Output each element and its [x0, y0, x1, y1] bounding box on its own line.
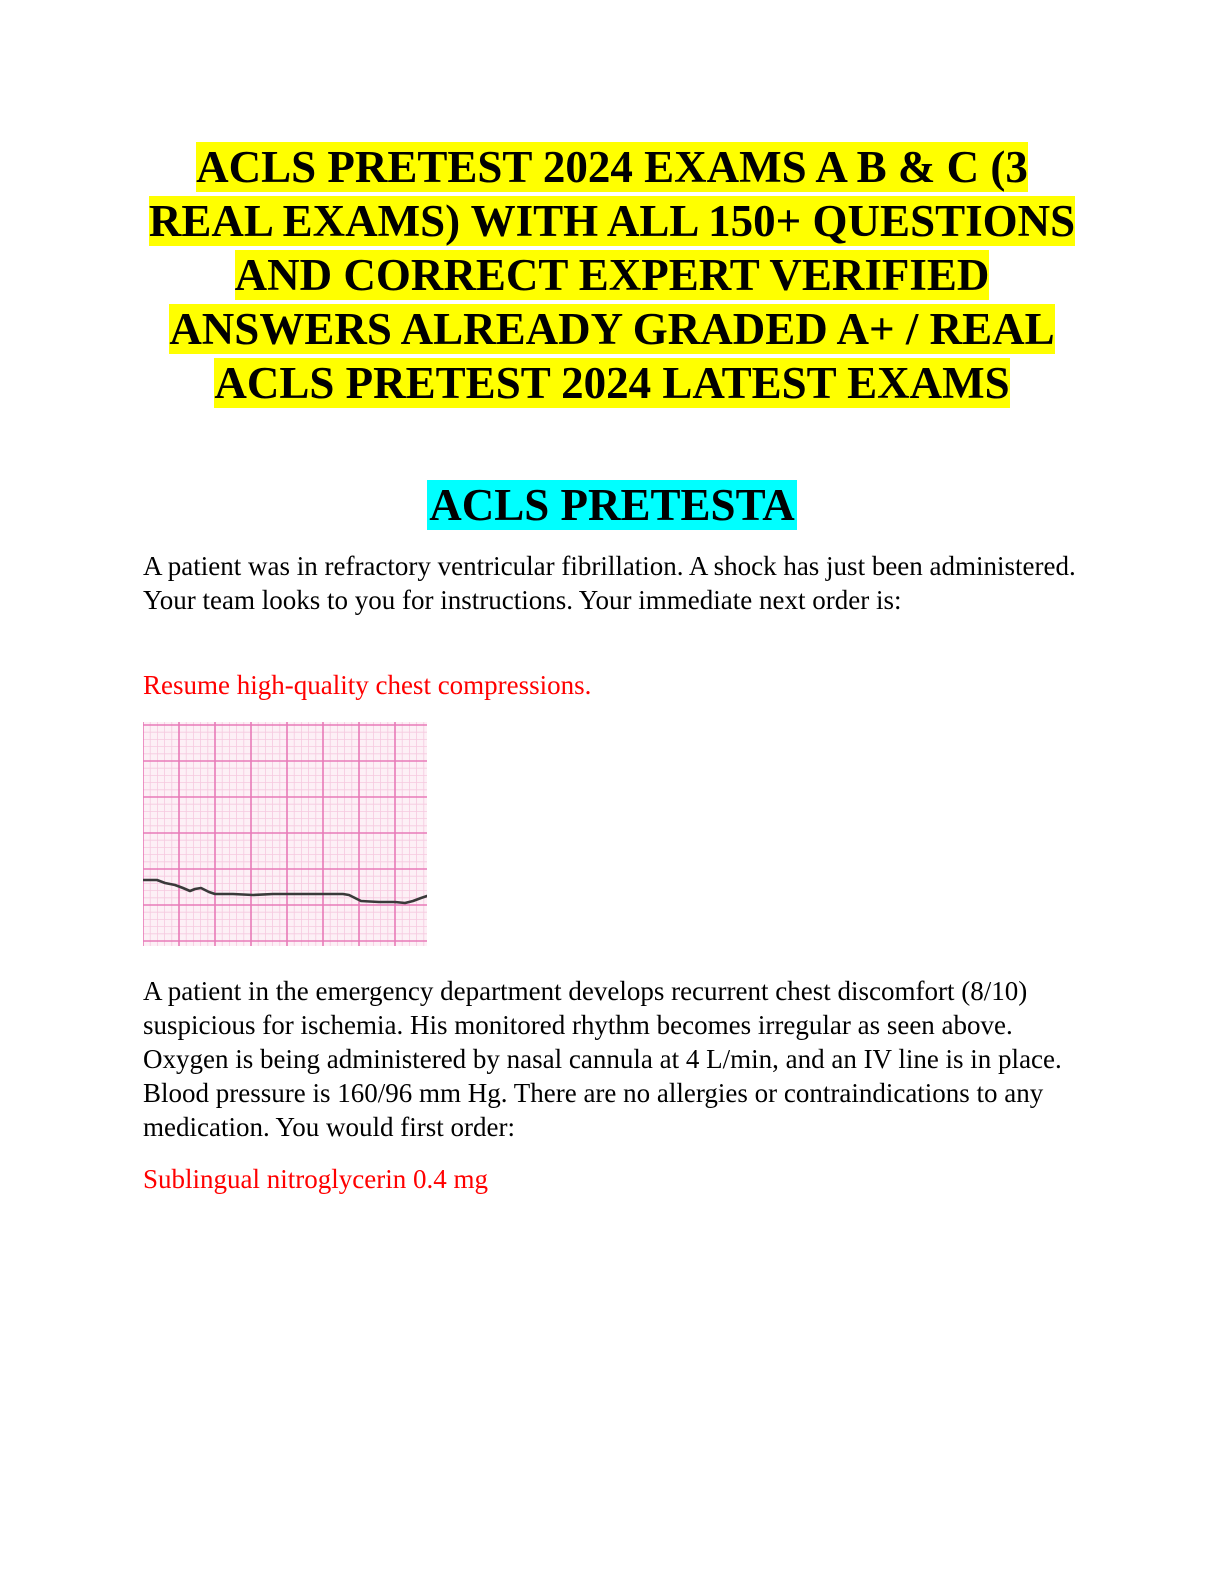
- question-1-text: A patient was in refractory ventricular fibrillation. A shock has just been administered. Your team looks to you for instructions. Your immediate next order is:: [143, 551, 1076, 615]
- title-line-5: ACLS PRETEST 2024 LATEST EXAMS: [214, 358, 1010, 408]
- ecg-rhythm-strip-image: [143, 722, 427, 946]
- question-2-text: A patient in the emergency department develops recurrent chest discomfort (8/10) suspicious for ischemia. His monitored rhythm becomes irregular as seen above. Oxygen is being administered by nasal cannula at 4 L/min, and an IV line is in place. Blood pressure is 160/96 mm Hg. There are no allergies or contraindications to any medication. You would first order:: [143, 976, 1062, 1142]
- title-line-2: REAL EXAMS) WITH ALL 150+ QUESTIONS: [148, 196, 1076, 246]
- title-line-1: ACLS PRETEST 2024 EXAMS A B & C (3: [196, 142, 1028, 192]
- section-heading: ACLS PRETESTA: [429, 480, 795, 530]
- document-title: [120, 140, 1104, 410]
- question-1-answer: Resume high-quality chest compressions.: [143, 670, 592, 700]
- title-line-4: ANSWERS ALREADY GRADED A+ / REAL: [169, 304, 1055, 354]
- question-2-answer: Sublingual nitroglycerin 0.4 mg: [143, 1164, 488, 1194]
- title-line-3: AND CORRECT EXPERT VERIFIED: [234, 250, 990, 300]
